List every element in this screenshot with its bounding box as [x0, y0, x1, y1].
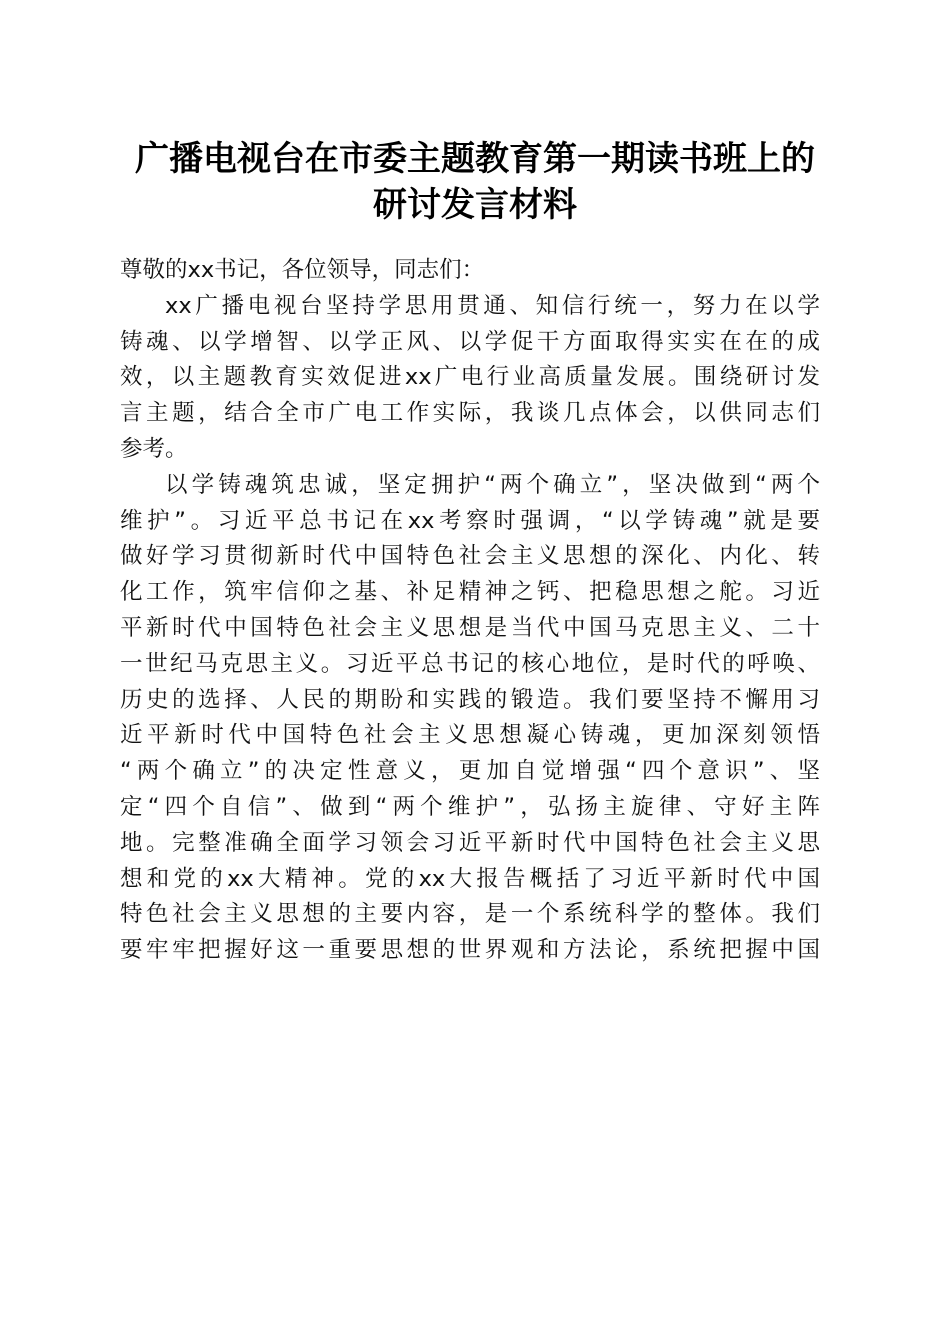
paragraph-1	[120, 289, 820, 468]
paragraph-line: 参考。	[120, 435, 188, 462]
paragraph-line: 做好学习贯彻新时代中国特色社会主义思想的深化、内化、转	[120, 543, 820, 570]
title-line-1: 广播电视台在市委主题教育第一期读书班上的	[135, 139, 815, 179]
paragraph-line: 定“四个自信”、做到“两个维护”，弘扬主旋律、守好主阵	[120, 793, 820, 820]
paragraph-line: 化工作，筑牢信仰之基、补足精神之钙、把稳思想之舵。习近	[120, 579, 820, 606]
paragraph-line: 维护”。习近平总书记在xx考察时强调，“以学铸魂”就是要	[120, 507, 820, 534]
paragraph-line: 近平新时代中国特色社会主义思想凝心铸魂，更加深刻领悟	[120, 722, 820, 749]
document-body	[120, 253, 820, 969]
paragraph-line: 以学铸魂筑忠诚，坚定拥护“两个确立”，坚决做到“两个	[165, 471, 820, 498]
paragraph-line: 想和党的xx大精神。党的xx大报告概括了习近平新时代中国	[120, 865, 820, 892]
paragraph-line: 铸魂、以学增智、以学正风、以学促干方面取得实实在在的成	[120, 328, 820, 355]
paragraph-line: “两个确立”的决定性意义，更加自觉增强“四个意识”、坚	[120, 758, 820, 785]
paragraph-line: xx广播电视台坚持学思用贯通、知信行统一，努力在以学	[165, 292, 820, 319]
title-line-2: 研讨发言材料	[373, 185, 577, 225]
paragraph-line: 要牢牢把握好这一重要思想的世界观和方法论，系统把握中国	[120, 937, 820, 964]
paragraph-line: 效，以主题教育实效促进xx广电行业高质量发展。围绕研讨发	[120, 364, 820, 391]
paragraph-line: 言主题，结合全市广电工作实际，我谈几点体会，以供同志们	[120, 400, 820, 427]
paragraph-line: 历史的选择、人民的期盼和实践的锻造。我们要坚持不懈用习	[120, 686, 820, 713]
paragraph-line: 地。完整准确全面学习领会习近平新时代中国特色社会主义思	[120, 829, 820, 856]
salutation: 尊敬的xx书记，各位领导，同志们：	[120, 257, 485, 283]
paragraph-line: 一世纪马克思主义。习近平总书记的核心地位，是时代的呼唤、	[120, 650, 820, 677]
paragraph-line: 平新时代中国特色社会主义思想是当代中国马克思主义、二十	[120, 614, 820, 641]
paragraph-line: 特色社会主义思想的主要内容，是一个系统科学的整体。我们	[120, 901, 820, 928]
paragraph-2	[120, 468, 820, 969]
